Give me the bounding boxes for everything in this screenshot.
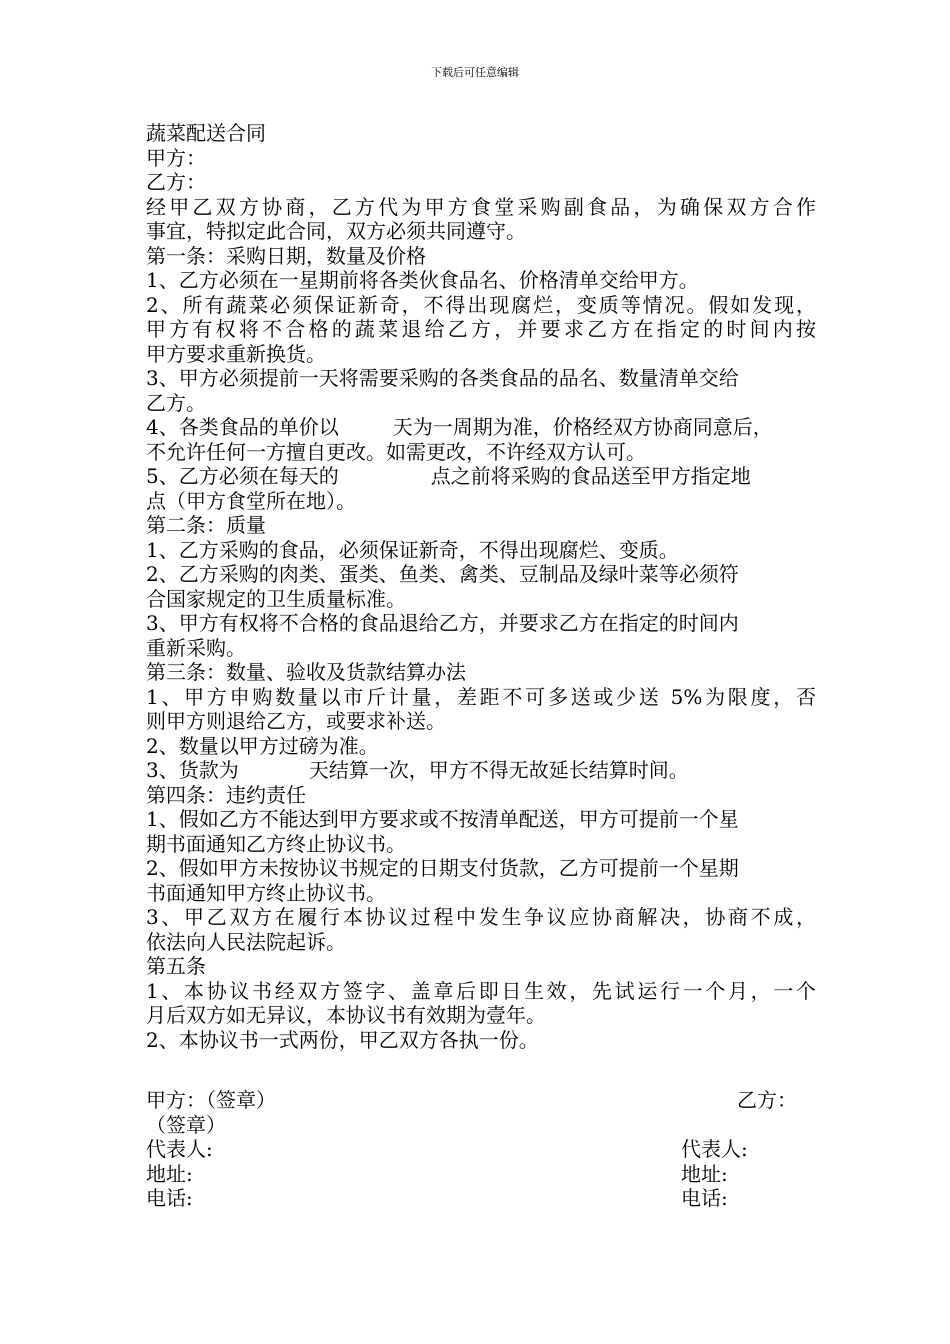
article-1-clause-4 bbox=[146, 415, 816, 440]
article-1-clause-2: 甲方要求重新换货。 bbox=[146, 341, 326, 366]
article-1-clause-3: 乙方。 bbox=[146, 390, 206, 415]
article-4-clause-1: 1、假如乙方不能达到甲方要求或不按清单配送，甲方可提前一个星 bbox=[146, 807, 739, 831]
article-3-clause-3 bbox=[146, 758, 816, 783]
representative-b-label: 代表人: bbox=[681, 1137, 748, 1161]
address-a-label: 地址: bbox=[146, 1161, 193, 1186]
article-2-clause-2: 2、乙方采购的肉类、蛋类、鱼类、禽类、豆制品及绿叶菜等必须符 bbox=[146, 562, 739, 586]
article-3-clause-1: 1、甲方申购数量以市斤计量，差距不可多送或少送 5%为限度，否 bbox=[146, 684, 816, 709]
article-4-clause-3: 依法向人民法院起诉。 bbox=[146, 929, 346, 954]
article-5-clause-2: 2、本协议书一式两份，甲乙双方各执一份。 bbox=[146, 1027, 539, 1052]
article-4-title: 第四条：违约责任 bbox=[146, 782, 306, 807]
article-3-clause-2: 2、数量以甲方过磅为准。 bbox=[146, 733, 379, 758]
article-2-clause-2: 合国家规定的卫生质量标准。 bbox=[146, 586, 406, 611]
seal-label: （签章） bbox=[146, 1112, 226, 1137]
clause-text: 天结算一次，甲方不得无故延长结算时间。 bbox=[308, 758, 689, 782]
article-2-clause-3: 重新采购。 bbox=[146, 635, 246, 660]
header-note: 下载后可任意编辑 bbox=[431, 66, 519, 79]
article-4-clause-2: 2、假如甲方未按协议书规定的日期支付货款，乙方可提前一个星期 bbox=[146, 856, 739, 880]
article-1-title: 第一条：采购日期，数量及价格 bbox=[146, 243, 426, 268]
article-1-clause-5: 点（甲方食堂所在地）。 bbox=[146, 488, 356, 513]
party-b-seal-label: 乙方： bbox=[737, 1088, 797, 1112]
signature-row bbox=[146, 1088, 816, 1113]
article-1-clause-5 bbox=[146, 464, 816, 489]
clause-text: 4、各类食品的单价以 bbox=[146, 415, 339, 439]
article-1-clause-4: 不允许任何一方擅自更改。如需更改，不许经双方认可。 bbox=[146, 439, 646, 464]
party-a-label: 甲方： bbox=[146, 145, 206, 170]
signature-row bbox=[146, 1162, 816, 1187]
address-b-label: 地址: bbox=[681, 1161, 728, 1186]
article-1-clause-1: 1、乙方必须在一星期前将各类伙食品名、价格清单交给甲方。 bbox=[146, 268, 699, 292]
clause-text: 3、货款为 bbox=[146, 758, 239, 782]
signature-row bbox=[146, 1113, 816, 1138]
article-1-clause-3: 3、甲方必须提前一天将需要采购的各类食品的品名、数量清单交给 bbox=[146, 366, 739, 390]
article-5-title: 第五条 bbox=[146, 954, 206, 978]
contract-title: 蔬菜配送合同 bbox=[146, 121, 266, 145]
clause-text: 5、乙方必须在每天的 bbox=[146, 464, 339, 488]
signature-row bbox=[146, 1186, 816, 1211]
article-4-clause-2: 书面通知甲方终止协议书。 bbox=[146, 880, 386, 905]
article-2-clause-3: 3、甲方有权将不合格的食品退给乙方，并要求乙方在指定的时间内 bbox=[146, 611, 739, 635]
signature-row bbox=[146, 1137, 816, 1162]
article-4-clause-3: 3、甲乙双方在履行本协议过程中发生争议应协商解决，协商不成， bbox=[146, 905, 816, 929]
party-a-seal-label: 甲方：（签章） bbox=[146, 1088, 276, 1112]
article-2-title: 第二条：质量 bbox=[146, 513, 266, 537]
contract-body bbox=[146, 121, 816, 1211]
article-1-clause-2: 2、所有蔬菜必须保证新奇，不得出现腐烂，变质等情况。假如发现， bbox=[146, 292, 816, 317]
intro-line: 经甲乙双方协商，乙方代为甲方食堂采购副食品，为确保双方合作 bbox=[146, 194, 816, 219]
article-5-clause-1: 月后双方如无异议，本协议书有效期为壹年。 bbox=[146, 1003, 546, 1027]
clause-text: 天为一周期为准，价格经双方协商同意后， bbox=[392, 415, 773, 439]
section-spacer bbox=[146, 1052, 816, 1088]
article-3-clause-1: 则甲方则退给乙方，或要求补送。 bbox=[146, 709, 446, 733]
clause-text: 点之前将采购的食品送至甲方指定地 bbox=[430, 464, 751, 488]
article-5-clause-1: 1、本协议书经双方签字、盖章后即日生效，先试运行一个月，一个 bbox=[146, 978, 816, 1003]
intro-line: 事宜，特拟定此合同，双方必须共同遵守。 bbox=[146, 219, 526, 243]
phone-a-label: 电话: bbox=[146, 1186, 193, 1210]
phone-b-label: 电话: bbox=[681, 1186, 728, 1210]
article-2-clause-1: 1、乙方采购的食品，必须保证新奇，不得出现腐烂、变质。 bbox=[146, 537, 679, 562]
article-4-clause-1: 期书面通知乙方终止协议书。 bbox=[146, 831, 406, 856]
party-b-label: 乙方： bbox=[146, 170, 206, 194]
representative-a-label: 代表人: bbox=[146, 1137, 213, 1161]
article-1-clause-2: 甲方有权将不合格的蔬菜退给乙方，并要求乙方在指定的时间内按 bbox=[146, 317, 816, 341]
article-3-title: 第三条：数量、验收及货款结算办法 bbox=[146, 660, 466, 684]
